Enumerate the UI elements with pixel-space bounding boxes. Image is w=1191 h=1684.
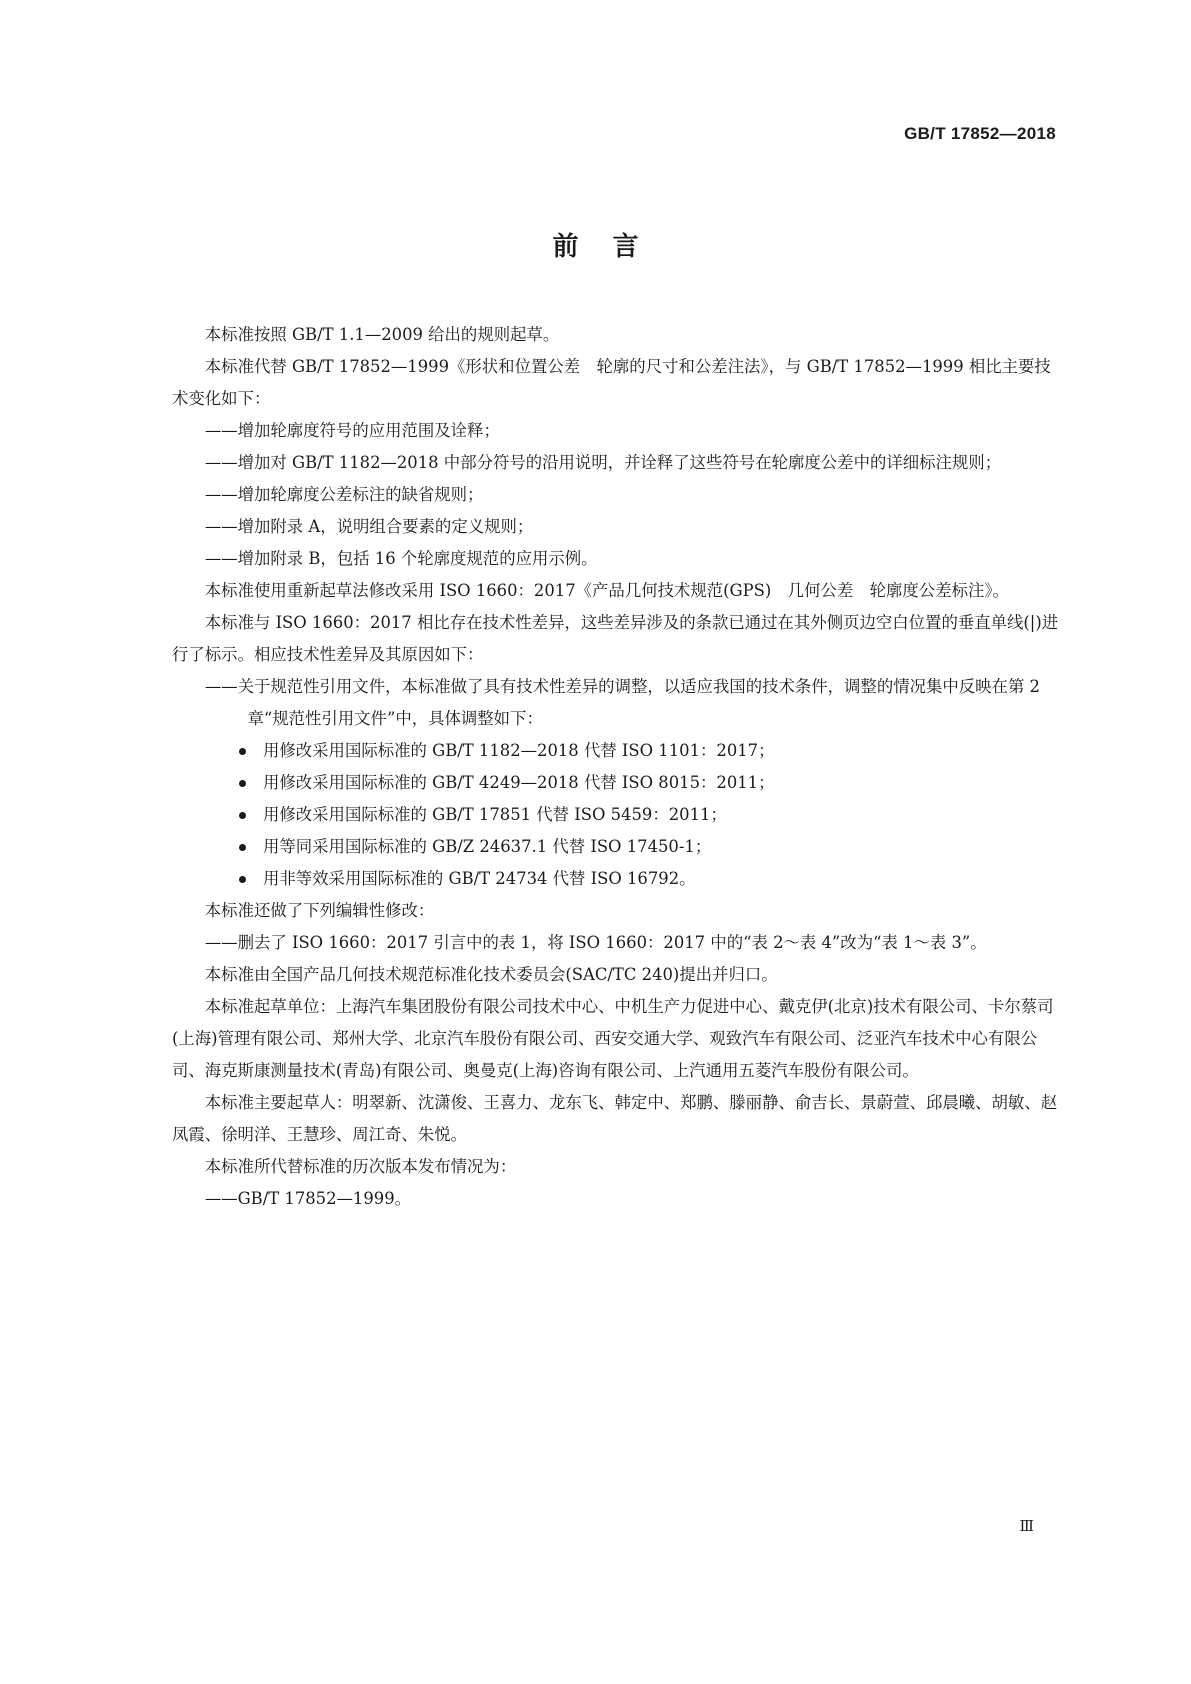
- bullet-icon: [239, 844, 246, 851]
- list-item-text: 用修改采用国际标准的 GB/T 1182—2018 代替 ISO 1101：2017；: [263, 741, 775, 760]
- paragraph-proposer: 本标准由全国产品几何技术规范标准化技术委员会(SAC/TC 240)提出并归口。: [204, 965, 778, 984]
- paragraph-drafting-units: 本标准起草单位：上海汽车集团股份有限公司技术中心、中机生产力促进中心、戴克伊(北京)技术有限公司、卡尔蔡司(上海)管理有限公司、郑州大学、北京汽车股份有限公司、西安交通大学、观致汽车有限公司、泛亚汽车技术中心有限公司、海克斯康测量技术(青岛)有限公司、奥曼克(上海)咨询有限公司、上汽通用五菱汽车股份有限公司。: [172, 997, 1054, 1080]
- history-item: ——GB/T 17852—1999。: [204, 1189, 412, 1208]
- change-item: ——增加轮廓度公差标注的缺省规则；: [204, 485, 484, 504]
- bullet-icon: [239, 876, 246, 883]
- editorial-item: ——删去了 ISO 1660：2017 引言中的表 1，将 ISO 1660：2017 中的“表 2～表 4”改为“表 1～表 3”。: [204, 933, 987, 952]
- change-item: ——增加附录 B，包括 16 个轮廓度规范的应用示例。: [204, 549, 598, 568]
- paragraph-drafting-rules: 本标准按照 GB/T 1.1—2009 给出的规则起草。: [204, 325, 560, 344]
- list-item-text: 用修改采用国际标准的 GB/T 17851 代替 ISO 5459：2011；: [263, 805, 727, 824]
- list-item: [172, 799, 1059, 831]
- standard-code: GB/T 17852—2018: [904, 124, 1056, 143]
- difference-item: ——关于规范性引用文件，本标准做了具有技术性差异的调整，以适应我国的技术条件，调整的情况集中反映在第 2 章“规范性引用文件”中，具体调整如下：: [204, 677, 1040, 728]
- change-item: ——增加轮廓度符号的应用范围及诠释；: [204, 421, 500, 440]
- bullet-icon: [239, 812, 246, 819]
- list-item: [172, 863, 1059, 895]
- paragraph-version-history: 本标准所代替标准的历次版本发布情况为：: [204, 1157, 517, 1176]
- paragraph-technical-differences: 本标准与 ISO 1660：2017 相比存在技术性差异，这些差异涉及的条款已通过在其外侧页边空白位置的垂直单线(|)进行了标示。相应技术性差异及其原因如下：: [172, 613, 1059, 664]
- bullet-icon: [239, 780, 246, 787]
- list-item: [172, 767, 1059, 799]
- list-item: [172, 831, 1059, 863]
- change-item: ——增加对 GB/T 1182—2018 中部分符号的沿用说明，并诠释了这些符号在轮廓度公差中的详细标注规则；: [204, 453, 1002, 472]
- list-item-text: 用修改采用国际标准的 GB/T 4249—2018 代替 ISO 8015：2011；: [263, 773, 775, 792]
- list-item-text: 用等同采用国际标准的 GB/Z 24637.1 代替 ISO 17450-1；: [263, 837, 712, 856]
- foreword-body: [172, 319, 1059, 1215]
- list-item: [172, 735, 1059, 767]
- reference-adjustment-list: [172, 735, 1059, 895]
- page-number: Ⅲ: [1019, 1517, 1034, 1535]
- change-item: ——增加附录 A，说明组合要素的定义规则；: [204, 517, 534, 536]
- paragraph-adoption: 本标准使用重新起草法修改采用 ISO 1660：2017《产品几何技术规范(GPS) 几何公差 轮廓度公差标注》。: [204, 581, 1009, 600]
- paragraph-replacement: 本标准代替 GB/T 17852—1999《形状和位置公差 轮廓的尺寸和公差注法》，与 GB/T 17852—1999 相比主要技术变化如下：: [172, 357, 1051, 408]
- paragraph-drafters: 本标准主要起草人：明翠新、沈潇俊、王喜力、龙东飞、韩定中、郑鹏、滕丽静、俞吉长、景蔚萱、邱晨曦、胡敏、赵凤霞、徐明洋、王慧珍、周江奇、朱悦。: [172, 1093, 1058, 1144]
- page-title: 前言: [552, 232, 673, 262]
- list-item-text: 用非等效采用国际标准的 GB/T 24734 代替 ISO 16792。: [263, 869, 696, 888]
- paragraph-editorial-changes: 本标准还做了下列编辑性修改：: [204, 901, 435, 920]
- bullet-icon: [239, 748, 246, 755]
